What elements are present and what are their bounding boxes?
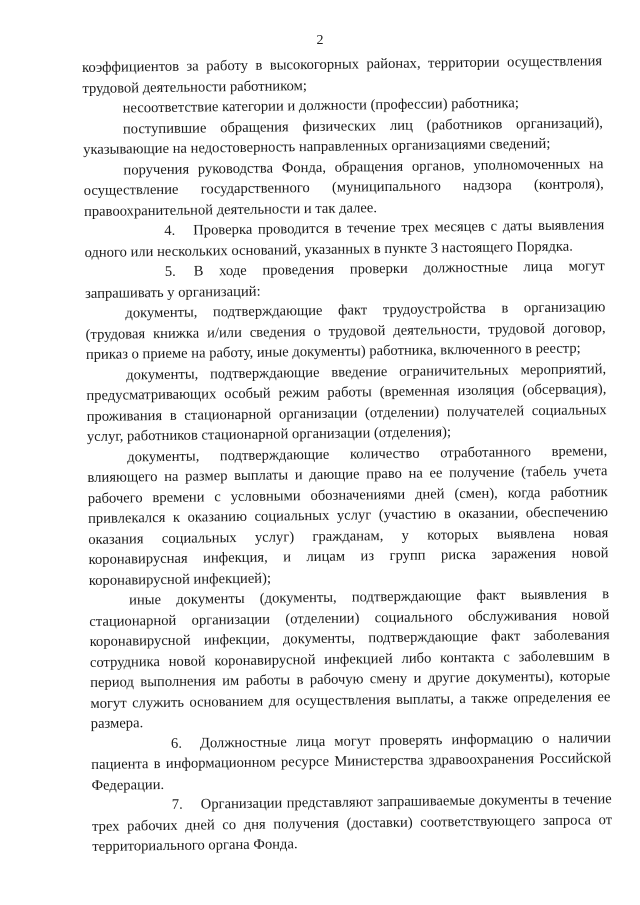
clause-number: 5. (164, 263, 176, 280)
clause-6 (91, 728, 612, 796)
paragraph-text: поручения руководства Фонда, обращения органов, уполномоченных на осуществление государственного (муниципального надзора (контроля), правоохранительной деятельности и так далее. (83, 155, 604, 220)
paragraph-text: документы, подтверждающие количество отработанного времени, влияющего на размер выплаты и дающие право на ее получение (табель учета рабочего времени с условными обозначениями дней (смен), когда работник привлекался к оказанию социальных услуг (участию в оказании, обеспечению оказания социальных услуг) гражданам, у которых выявлена новая коронавирусная инфекция, и лицам из групп риска заражения новой коронавирусной инфекцией); (87, 442, 609, 589)
clause-5 (85, 256, 605, 304)
paragraph-text: поступившие обращения физических лиц (работников организаций), указывающие на недостоверность направленных организациями сведений; (83, 114, 603, 158)
clause-number: 6. (170, 735, 183, 752)
paragraph-restriction-docs (86, 359, 607, 448)
page-number: 2 (316, 33, 324, 48)
paragraph-text: Должностные лица могут проверять информацию о наличии пациента в информационном ресурсе Министерства здравоохранения Российской Федерации. (91, 729, 612, 794)
clause-number: 7. (171, 796, 183, 813)
paragraph-worktime-docs (87, 441, 609, 591)
clause-number: 4. (164, 222, 176, 239)
paragraph-text: документы, подтверждающие факт трудоустройства в организацию (трудовая книжка и/или сведения о трудовой деятельности, трудовой договор, приказ о приеме на работу, иные документы) работника, включенного в реестр; (85, 299, 606, 363)
paragraph-text: документы, подтверждающие введение ограничительных мероприятий, предусматривающих особый режим работы (временная изоляция (обсервация), проживания в стационарной организации (отделении) получателей социальных услуг, работников стационарной организации (отделения); (86, 360, 607, 445)
clause-7 (92, 789, 613, 857)
paragraph-text: иные документы (документы, подтверждающие факт выявления в стационарной организации (отделении) социального обслуживания новой коронавирусной инфекции, документы, подтверждающие факт заболевания сотрудника новой коронавирусной инфекцией либо контакта с заболевшим в период выполнения им работы в рабочую смену и другие документы), которые могут служить основанием для осуществления выплаты, а также определения ее размера. (89, 586, 611, 732)
paragraph-continuation (82, 51, 602, 99)
paragraph-employment-docs (85, 297, 606, 365)
paragraph-text: Проверка проводится в течение трех месяцев с даты выявления одного или нескольких оснований, указанных в пункте 3 настоящего Порядка. (84, 217, 605, 261)
paragraph-text: В ходе проведения проверки должностные лица могут запрашивать у организаций: (84, 258, 605, 302)
paragraph-other-docs (89, 584, 611, 734)
paragraph-grounds-complaints (83, 113, 603, 161)
document-body (82, 51, 612, 857)
clause-4 (84, 215, 604, 263)
paragraph-grounds-orders (83, 154, 604, 222)
paragraph-text: несоответствие категории и должности (профессии) работника; (122, 95, 519, 117)
paragraph-text: Организации представляют запрашиваемые документы в течение трех рабочих дней со дня получения (доставки) соответствующего запроса от территориального органа Фонда. (91, 791, 613, 855)
paragraph-text: коэффициентов за работу в высокогорных районах, территории осуществления трудовой деятельности работником; (82, 53, 603, 97)
